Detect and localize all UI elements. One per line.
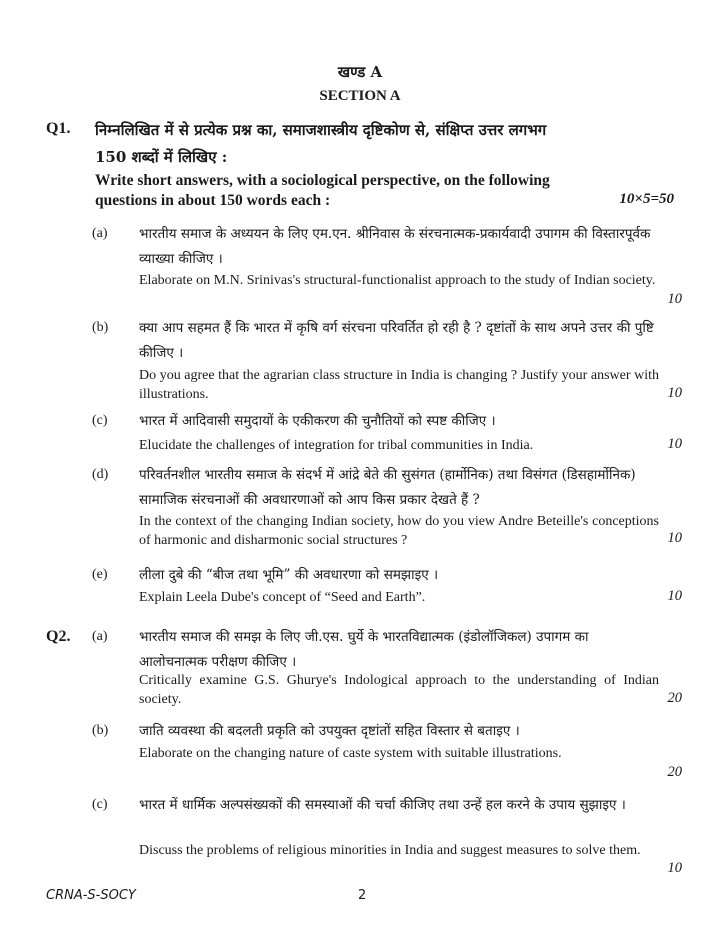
question-1-instruction-hindi — [95, 117, 675, 171]
part-label: (b) — [92, 320, 109, 335]
part-marks: 20 — [667, 690, 682, 706]
part-text-hindi: भारतीय समाज के अध्ययन के लिए एम.एन. श्रीनिवास के संरचनात्मक-प्रकार्यवादी उपागम की विस्तारपूर्वक व्याख्या कीजिए । — [139, 226, 651, 267]
part-text-english: Elucidate the challenges of integration for tribal communities in India. — [139, 438, 534, 453]
part-marks: 10 — [667, 860, 682, 876]
part-text-english: Elaborate on the changing nature of caste system with suitable illustrations. — [139, 746, 562, 761]
part-label: (a) — [92, 629, 108, 644]
part-label: (c) — [92, 413, 108, 428]
instruction-english-line-2: questions in about 150 words each : — [95, 192, 331, 209]
part-marks: 10 — [667, 530, 682, 546]
part-label: (d) — [92, 467, 109, 482]
part-marks: 10 — [667, 436, 682, 452]
page-number: 2 — [358, 888, 367, 903]
paper-code: CRNA-S-SOCY — [46, 888, 136, 903]
part-text-english: Critically examine G.S. Ghurye's Indological approach to the understanding of Indian society. — [139, 673, 659, 707]
question-1-total-marks: 10×5=50 — [619, 191, 674, 207]
part-text-hindi: भारतीय समाज की समझ के लिए जी.एस. घुर्ये के भारतविद्यात्मक (इंडोलॉजिकल) उपागम का आलोचनात्मक परीक्षण कीजिए । — [139, 629, 589, 670]
part-marks: 10 — [667, 588, 682, 604]
instruction-english-line-1: Write short answers, with a sociological perspective, on the following — [95, 172, 550, 189]
part-label: (c) — [92, 797, 108, 812]
part-text-english: Do you agree that the agrarian class structure in India is changing ? Justify your answer with illustrations. — [139, 368, 659, 402]
instruction-hindi-line-2: 150 शब्दों में लिखिए : — [95, 148, 228, 166]
part-text-hindi: लीला दुबे की “बीज तथा भूमि” की अवधारणा को समझाइए । — [139, 567, 439, 583]
section-title-english: SECTION A — [319, 88, 401, 104]
part-label: (e) — [92, 567, 108, 582]
part-text-english: Explain Leela Dube's concept of “Seed and Earth”. — [139, 590, 426, 605]
part-text-hindi: भारत में आदिवासी समुदायों के एकीकरण की चुनौतियों को स्पष्ट कीजिए । — [139, 413, 496, 429]
part-marks: 10 — [667, 385, 682, 401]
part-text-english: Discuss the problems of religious minorities in India and suggest measures to solve them. — [139, 843, 641, 858]
part-text-english: Elaborate on M.N. Srinivas's structural-functionalist approach to the study of Indian society. — [139, 273, 656, 288]
part-marks: 20 — [667, 764, 682, 780]
part-text-hindi: जाति व्यवस्था की बदलती प्रकृति को उपयुक्त दृष्टांतों सहित विस्तार से बताइए । — [139, 723, 520, 739]
question-1-instruction-english — [95, 171, 675, 211]
question-2-number: Q2. — [46, 628, 71, 645]
question-1-number: Q1. — [46, 120, 71, 137]
part-text-hindi: भारत में धार्मिक अल्पसंख्यकों की समस्याओं की चर्चा कीजिए तथा उन्हें हल करने के उपाय सुझाइए । — [139, 797, 626, 813]
part-label: (a) — [92, 226, 108, 241]
part-text-english: In the context of the changing Indian society, how do you view Andre Beteille's conceptions of harmonic and disharmonic social structures ? — [139, 514, 659, 548]
part-text-hindi: परिवर्तनशील भारतीय समाज के संदर्भ में आंद्रे बेते की सुसंगत (हार्मोनिक) तथा विसंगत (डिसहार्मोनिक) सामाजिक संरचनाओं की अवधारणाओं को आप किस प्रकार देखते हैं ? — [139, 467, 636, 508]
part-marks: 10 — [667, 291, 682, 307]
part-label: (b) — [92, 723, 109, 738]
part-text-hindi: क्या आप सहमत हैं कि भारत में कृषि वर्ग संरचना परिवर्तित हो रही है ? दृष्टांतों के साथ अपने उत्तर की पुष्टि कीजिए । — [139, 320, 654, 361]
instruction-hindi-line-1: निम्नलिखित में से प्रत्येक प्रश्न का, समाजशास्त्रीय दृष्टिकोण से, संक्षिप्त उत्तर लगभग — [95, 121, 547, 139]
section-title-hindi: खण्ड A — [337, 63, 383, 81]
